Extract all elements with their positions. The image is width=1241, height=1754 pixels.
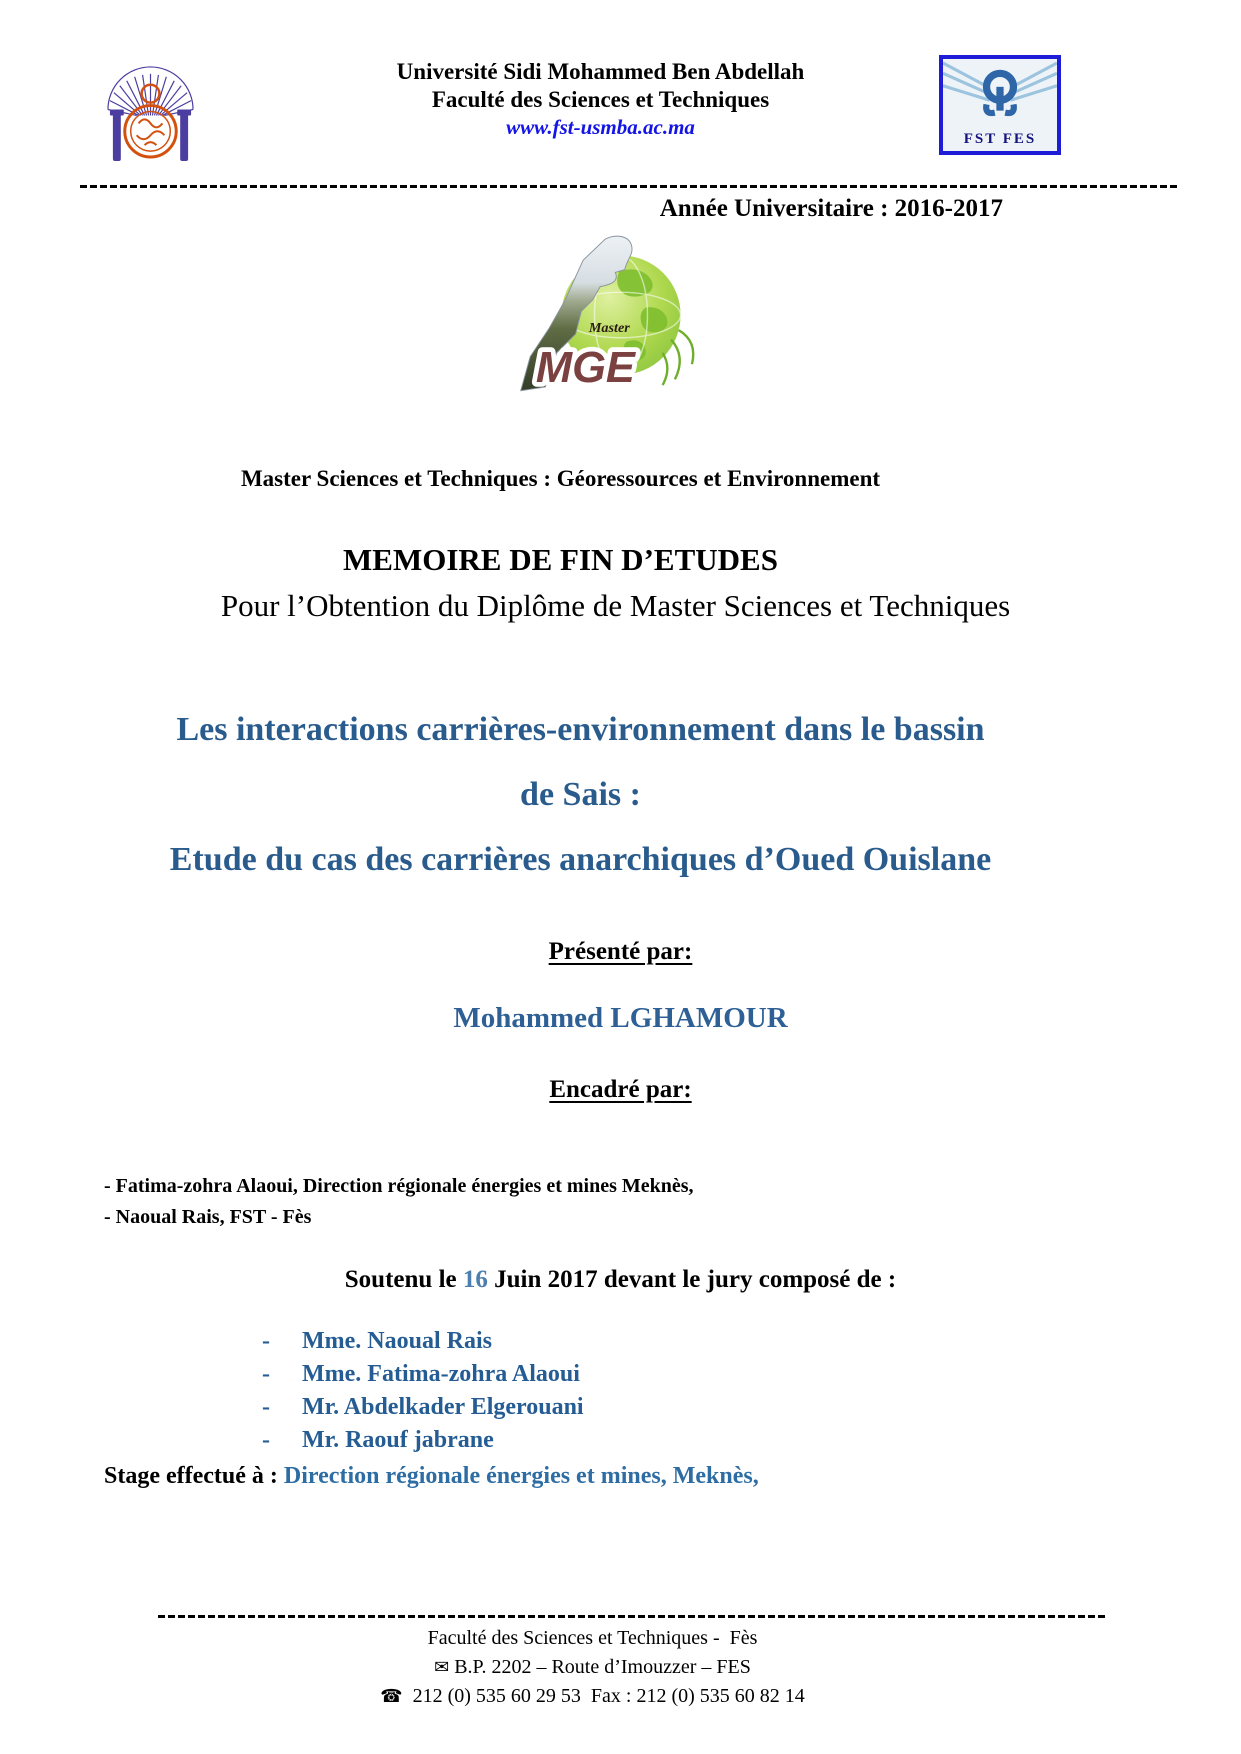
presented-by-heading	[0, 937, 1241, 967]
page-footer	[0, 1624, 1213, 1711]
footer-faculty-line: Faculté des Sciences et Techniques - Fès	[427, 1627, 758, 1649]
phone-icon: ☎	[380, 1686, 403, 1707]
defense-prefix: Soutenu le	[344, 1266, 463, 1293]
header-dashed-divider	[80, 185, 1177, 188]
mail-icon: ✉	[434, 1657, 450, 1678]
defense-suffix: Juin 2017 devant le jury composé de :	[487, 1266, 897, 1293]
memoire-subheading: Pour l’Obtention du Diplôme de Master Sciences et Techniques	[220, 588, 1011, 623]
fst-fes-logo-label: FST FES	[963, 131, 1037, 147]
jury-list	[0, 1325, 1241, 1457]
master-mge-logo	[471, 228, 701, 403]
thesis-title-line1: Les interactions carrières-environnement dans le bassin	[176, 711, 985, 748]
jury-member-row	[262, 1358, 1241, 1391]
footer-phone-text: 212 (0) 535 60 29 53 Fax : 212 (0) 535 60 82 14	[402, 1685, 805, 1707]
supervisor-item: - Fatima-zohra Alaoui, Direction régionale énergies et mines Meknès,	[104, 1175, 694, 1197]
defense-statement	[0, 1265, 1241, 1295]
dash-bullet: -	[262, 1361, 270, 1387]
footer-phone-line	[0, 1682, 1213, 1711]
thesis-title	[0, 697, 1201, 892]
academic-year: Année Universitaire : 2016-2017	[659, 195, 1003, 222]
jury-member-name: Mme. Naoual Rais	[302, 1328, 492, 1354]
dash-bullet: -	[262, 1394, 270, 1420]
dash-bullet: -	[262, 1427, 270, 1453]
mge-acronym: MGE	[535, 344, 635, 393]
memoire-heading: MEMOIRE DE FIN D’ETUDES	[343, 542, 778, 577]
master-program-title: Master Sciences et Techniques : Géoressources et Environnement	[240, 466, 881, 491]
jury-member-name: Mr. Raouf jabrane	[302, 1427, 494, 1453]
internship-label: Stage effectué à :	[104, 1463, 284, 1489]
dash-bullet: -	[262, 1328, 270, 1354]
jury-member-name: Mr. Abdelkader Elgerouani	[302, 1394, 584, 1420]
usmba-university-logo	[103, 58, 198, 163]
internship-location: Direction régionale énergies et mines, Meknès,	[283, 1463, 759, 1489]
faculty-name: Faculté des Sciences et Techniques	[431, 87, 770, 112]
fst-fes-logo	[939, 55, 1061, 155]
mge-globe-morocco-icon	[471, 228, 701, 403]
jury-member-name: Mme. Fatima-zohra Alaoui	[302, 1361, 580, 1387]
footer-address-text: B.P. 2202 – Route d’Imouzzer – FES	[449, 1656, 751, 1678]
jury-member-row	[262, 1325, 1241, 1358]
supervised-by-heading	[0, 1075, 1241, 1105]
presented-by-label: Présenté par:	[548, 938, 693, 965]
moorish-arch-emblem-icon	[103, 58, 198, 163]
supervisor-item: - Naoual Rais, FST - Fès	[104, 1206, 312, 1228]
thesis-title-line2: de Sais :	[520, 776, 641, 813]
defense-date: 16	[462, 1266, 488, 1293]
internship-statement	[0, 1461, 1241, 1491]
university-name: Université Sidi Mohammed Ben Abdellah	[396, 59, 805, 84]
page-header	[0, 0, 1241, 168]
thesis-title-line3: Etude du cas des carrières anarchiques d’Oued Ouislane	[169, 841, 992, 878]
supervised-by-label: Encadré par:	[549, 1076, 692, 1103]
footer-address-line	[0, 1653, 1213, 1682]
supervisors-list	[0, 1171, 1241, 1233]
mge-master-label: Master	[588, 320, 630, 337]
website-link[interactable]: www.fst-usmba.ac.ma	[506, 115, 695, 139]
header-text-block	[301, 58, 901, 141]
jury-member-row	[262, 1391, 1241, 1424]
fst-arch-emblem-icon	[943, 59, 1057, 127]
jury-member-row	[262, 1424, 1241, 1457]
footer-dashed-divider	[158, 1615, 1106, 1618]
author-name: Mohammed LGHAMOUR	[453, 1002, 788, 1034]
